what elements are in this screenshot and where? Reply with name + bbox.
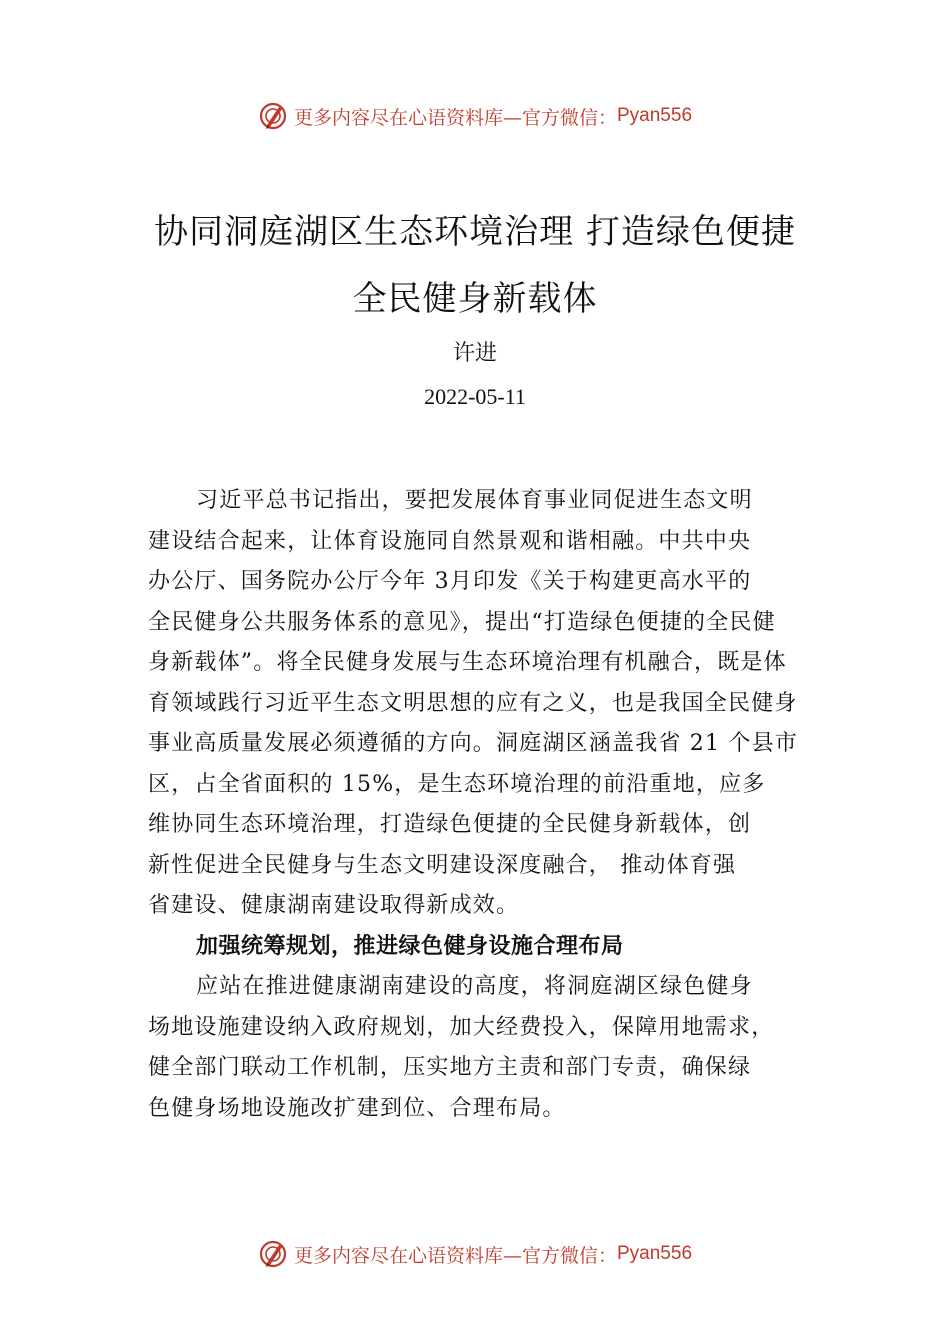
- article-title-line2: 全民健身新载体: [352, 279, 598, 319]
- paragraph1-line: 全民健身公共服务体系的意见》，提出“打造绿色便捷的全民健: [148, 609, 776, 635]
- paragraph1-line: 省建设、健康湖南建设取得新成效。: [148, 893, 520, 918]
- article-title-line1: 协同洞庭湖区生态环境治理 打造绿色便捷: [154, 212, 796, 252]
- paragraph1-line: 身新载体”。将全民健身发展与生态环境治理有机融合，既是体: [148, 650, 787, 675]
- paragraph1-line: 建设结合起来，让体育设施同自然景观和谐相融。中共中央: [148, 528, 752, 554]
- footer-banner: [0, 1234, 950, 1274]
- pen-logo-icon: [258, 101, 288, 131]
- paragraph1-line: 维协同生态环境治理，打造绿色便捷的全民健身新载体，创: [148, 812, 752, 837]
- paragraph2-line: 应站在推进健康湖南建设的高度，将洞庭湖区绿色健身: [196, 974, 753, 999]
- paragraph2-line: 场地设施建设纳入政府规划，加大经费投入，保障用地需求，: [148, 1014, 775, 1040]
- article-date: 2022-05-11: [424, 384, 526, 409]
- paragraph1-line: 办公厅、国务院办公厅今年 3月印发《关于构建更高水平的: [148, 569, 752, 594]
- paragraph1-line: 事业高质量发展必须遵循的方向。洞庭湖区涵盖我省 21 个县市: [148, 731, 798, 756]
- banner-wechat-id: Pyan556: [617, 105, 693, 126]
- header-banner: [0, 96, 950, 136]
- paragraph1-line: 习近平总书记指出，要把发展体育事业同促进生态文明: [196, 488, 753, 513]
- paragraph1-line: 新性促进全民健身与生态文明建设深度融合， 推动体育强: [148, 852, 737, 878]
- banner-wechat-id: Pyan556: [617, 1243, 693, 1264]
- paragraph1-line: 育领域践行习近平生态文明思想的应有之义，也是我国全民健身: [148, 690, 798, 716]
- pen-logo-icon: [258, 1239, 288, 1269]
- article-author: 许进: [452, 341, 497, 366]
- banner-text: 更多内容尽在心语资料库—官方微信：: [293, 1244, 617, 1267]
- banner-text: 更多内容尽在心语资料库—官方微信：: [293, 106, 617, 129]
- article-body: [148, 481, 808, 1129]
- section-heading: 加强统筹规划，推进绿色健身设施合理布局: [196, 933, 624, 959]
- paragraph1-line: 区，占全省面积的 15%，是生态环境治理的前沿重地，应多: [148, 771, 766, 797]
- paragraph2-line: 色健身场地设施改扩建到位、合理布局。: [148, 1095, 566, 1121]
- paragraph2-line: 健全部门联动工作机制，压实地方主责和部门专责，确保绿: [148, 1055, 752, 1080]
